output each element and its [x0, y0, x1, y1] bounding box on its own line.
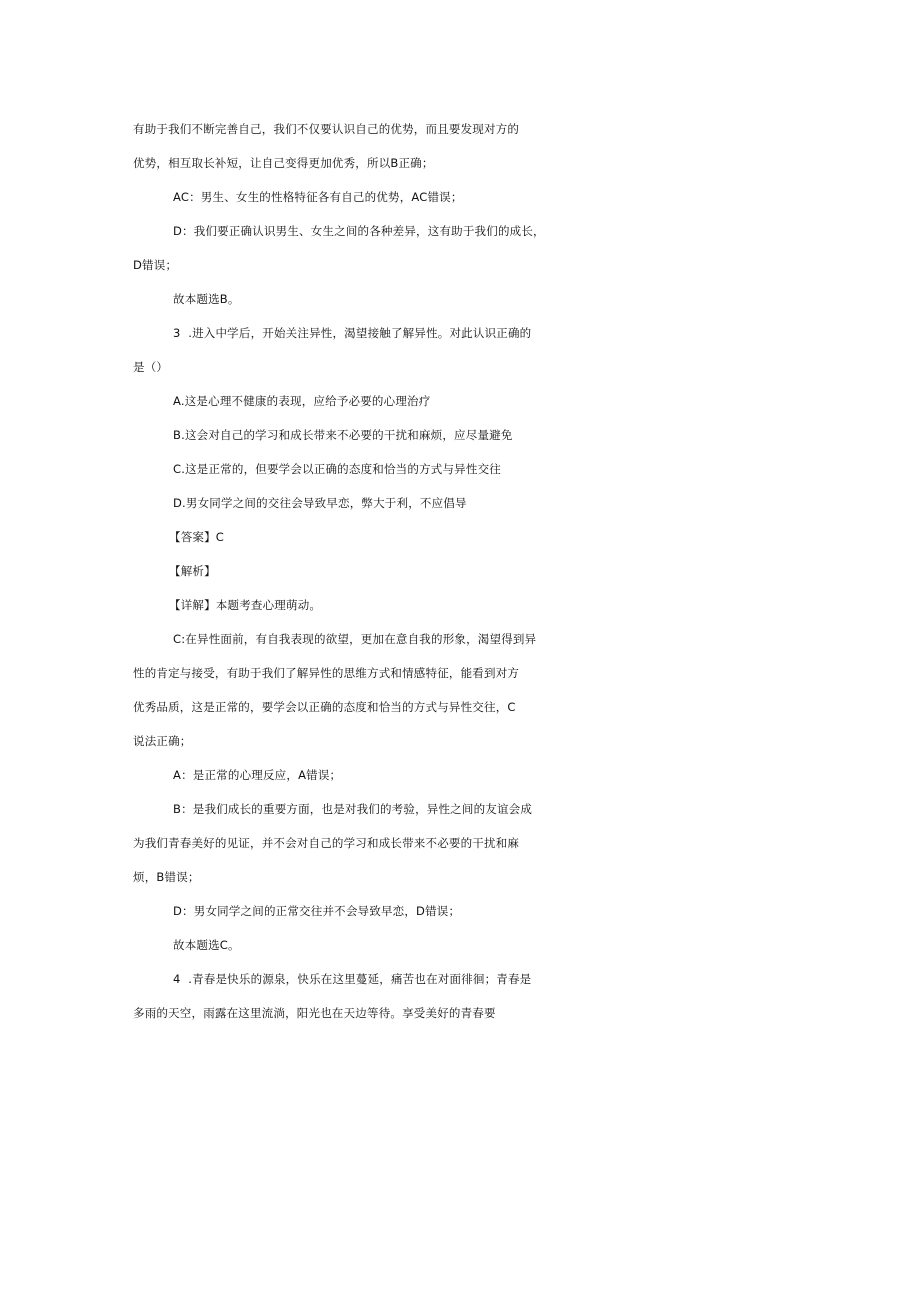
text-line: 有助于我们不断完善自己，我们不仅要认识自己的优势，而且要发现对方的: [133, 122, 520, 136]
text-line: A：是正常的心理反应，A错误；: [173, 768, 342, 782]
text-line: D：我们要正确认识男生、女生之间的各种差异，这有助于我们的成长，: [173, 224, 545, 238]
text-line: B：是我们成长的重要方面，也是对我们的考验，异性之间的友谊会成: [173, 802, 533, 816]
text-line: 性的肯定与接受，有助于我们了解异性的思维方式和情感特征，能看到对方: [133, 666, 520, 680]
text-line: 优势，相互取长补短，让自己变得更加优秀，所以B正确；: [133, 156, 434, 170]
option-d: D.男女同学之间的交往会导致早恋，弊大于利，不应倡导: [173, 496, 467, 510]
text-line: 故本题选C。: [173, 938, 240, 952]
question-3-stem-end: 是（）: [133, 360, 169, 374]
detail-label: 【详解】本题考查心理萌动。: [169, 598, 322, 612]
question-3-stem: 3 .进入中学后，开始关注异性，渴望接触了解异性。对此认识正确的: [173, 326, 532, 340]
analysis-label: 【解析】: [169, 564, 216, 578]
text-line: AC：男生、女生的性格特征各有自己的优势，AC错误；: [173, 190, 463, 204]
text-line: D错误；: [133, 258, 178, 272]
question-4-stem: 4 .青春是快乐的源泉，快乐在这里蔓延，痛苦也在对面徘徊；青春是: [173, 972, 532, 986]
document-body: [133, 112, 813, 1030]
text-line: 故本题选B。: [173, 292, 240, 306]
text-line: 说法正确；: [133, 734, 192, 748]
option-a: A.这是心理不健康的表现，应给予必要的心理治疗: [173, 394, 431, 408]
answer-label: 【答案】C: [169, 530, 225, 544]
text-line: 为我们青春美好的见证，并不会对自己的学习和成长带来不必要的干扰和麻: [133, 836, 520, 850]
option-c: C.这是正常的，但要学会以正确的态度和恰当的方式与异性交往: [173, 462, 501, 476]
text-line: 优秀品质，这是正常的，要学会以正确的态度和恰当的方式与异性交往，C: [133, 700, 516, 714]
text-line: 烦，B错误；: [133, 870, 200, 884]
text-line: D：男女同学之间的正常交往并不会导致早恋，D错误；: [173, 904, 461, 918]
text-line: C:在异性面前，有自我表现的欲望，更加在意自我的形象，渴望得到异: [173, 632, 537, 646]
option-b: B.这会对自己的学习和成长带来不必要的干扰和麻烦，应尽量避免: [173, 428, 513, 442]
question-4-stem-cont: 多雨的天空，雨露在这里流淌，阳光也在天边等待。享受美好的青春要: [133, 1006, 496, 1020]
